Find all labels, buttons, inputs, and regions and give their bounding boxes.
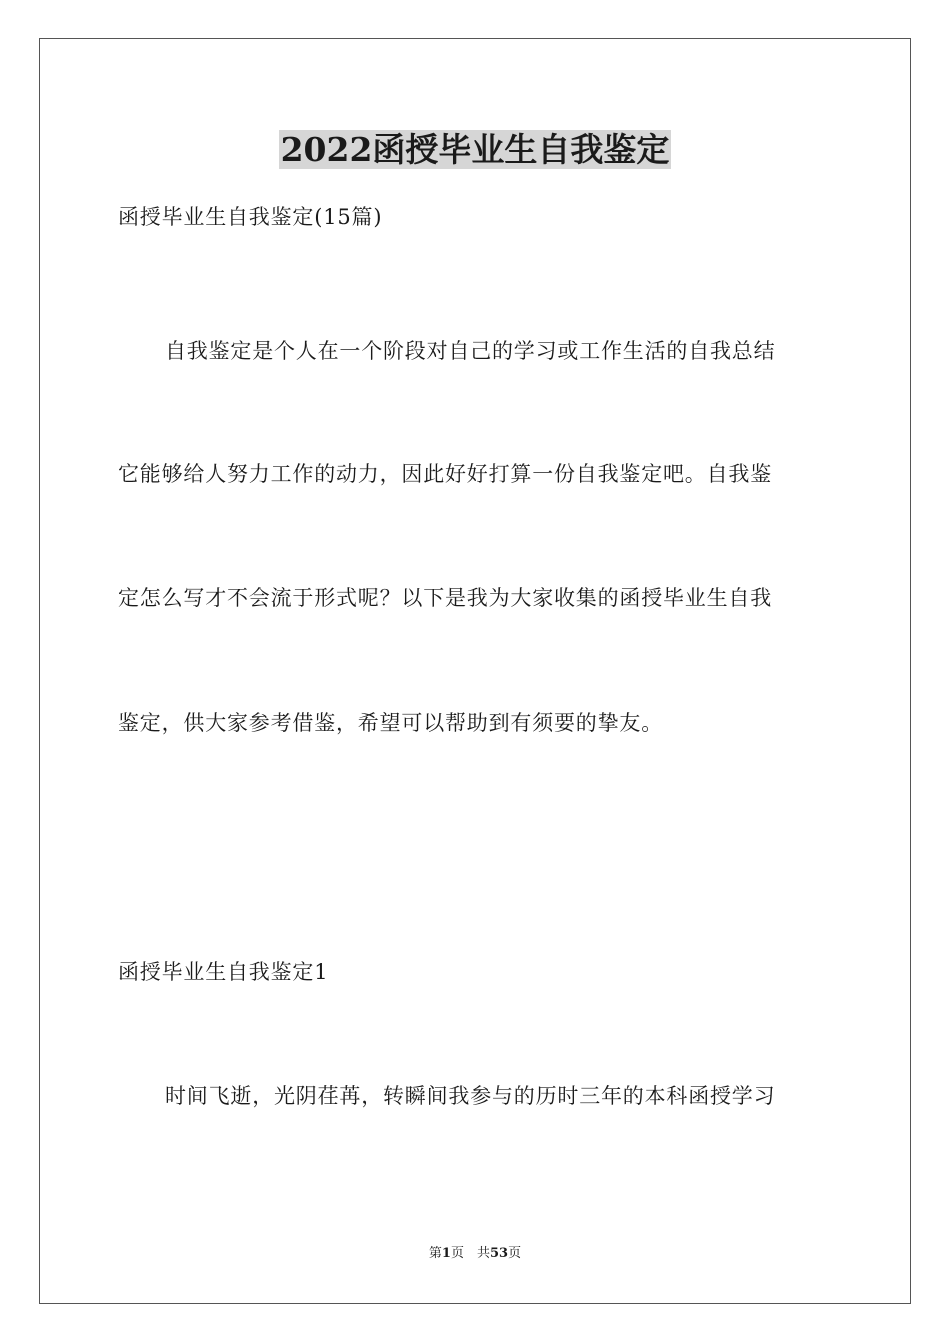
footer-page-suffix: 页 (508, 1246, 522, 1261)
paragraph-line: 自我鉴定是个人在一个阶段对自己的学习或工作生活的自我总结 (165, 339, 776, 363)
footer-page-mid: 页 共 (450, 1246, 490, 1261)
footer-page-prefix: 第 (428, 1246, 442, 1261)
document-title (0, 128, 950, 172)
footer-page-current: 1 (441, 1246, 451, 1261)
document-title-text: 2022函授毕业生自我鉴定 (280, 130, 670, 169)
paragraph-line: 鉴定，供大家参考借鉴，希望可以帮助到有须要的挚友。 (118, 711, 663, 735)
paragraph-line: 时间飞逝，光阴荏苒，转瞬间我参与的历时三年的本科函授学习 (165, 1084, 776, 1108)
paragraph-line: 定怎么写才不会流于形式呢？以下是我为大家收集的函授毕业生自我 (118, 586, 772, 610)
document-subtitle: 函授毕业生自我鉴定(15篇) (118, 205, 383, 229)
footer-page-total: 53 (489, 1246, 509, 1261)
paragraph-line: 它能够给人努力工作的动力，因此好好打算一份自我鉴定吧。自我鉴 (118, 462, 772, 486)
section-heading: 函授毕业生自我鉴定1 (118, 960, 329, 984)
page-footer (0, 1245, 950, 1263)
